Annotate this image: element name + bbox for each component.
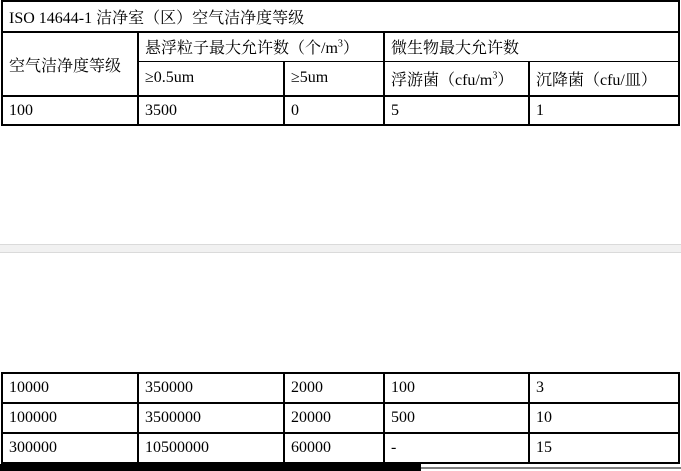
header-ge5um[interactable]: ≥5um — [284, 61, 384, 96]
header-particles-close: ） — [342, 40, 359, 58]
partial-next-row-bar — [0, 464, 421, 471]
cell-class[interactable]: 100000 — [2, 403, 138, 433]
cell-airborne[interactable]: 100 — [384, 373, 529, 403]
cell-airborne[interactable]: 5 — [384, 96, 529, 125]
cell-settling[interactable]: 10 — [529, 403, 679, 433]
table-group-header-row — [2, 32, 679, 61]
table-title-cell[interactable]: ISO 14644-1 洁净室（区）空气洁净度等级 — [2, 1, 679, 32]
cell-class[interactable]: 100 — [2, 96, 138, 125]
header-microbes-group[interactable]: 微生物最大允许数 — [384, 32, 679, 61]
header-airborne-text: 浮游菌（cfu/m — [391, 71, 493, 89]
header-airborne-close: ） — [497, 71, 514, 89]
cell-particles-5[interactable]: 60000 — [284, 433, 384, 463]
table-title-row — [2, 1, 679, 32]
header-ge05um[interactable]: ≥0.5um — [138, 61, 284, 96]
cell-class[interactable]: 300000 — [2, 433, 138, 463]
cell-airborne[interactable]: - — [384, 433, 529, 463]
cell-settling[interactable]: 3 — [529, 373, 679, 403]
cell-particles-05[interactable]: 3500000 — [138, 403, 284, 433]
table-row — [2, 433, 679, 463]
header-settling-bacteria[interactable]: 沉降菌（cfu/皿） — [529, 61, 679, 96]
cell-particles-5[interactable]: 2000 — [284, 373, 384, 403]
cleanliness-table-page2 — [1, 372, 680, 464]
header-particles-group[interactable] — [138, 32, 384, 61]
cell-particles-05[interactable]: 3500 — [138, 96, 284, 125]
cell-class[interactable]: 10000 — [2, 373, 138, 403]
cell-particles-5[interactable]: 20000 — [284, 403, 384, 433]
cell-settling[interactable]: 1 — [529, 96, 679, 125]
cell-particles-05[interactable]: 350000 — [138, 373, 284, 403]
cell-settling[interactable]: 15 — [529, 433, 679, 463]
header-cleanliness-class[interactable]: 空气洁净度等级 — [2, 32, 138, 96]
header-particles-sup: 3 — [337, 38, 343, 50]
table-row — [2, 403, 679, 433]
cell-particles-05[interactable]: 10500000 — [138, 433, 284, 463]
header-airborne-sup: 3 — [492, 70, 498, 82]
table-row — [2, 373, 679, 403]
header-particles-text: 悬浮粒子最大允许数（个/m — [145, 40, 338, 58]
table-row — [2, 96, 679, 125]
cell-particles-5[interactable]: 0 — [284, 96, 384, 125]
partial-next-row-border — [421, 467, 681, 469]
page-gap-divider — [0, 244, 681, 253]
cleanliness-table-page1 — [1, 0, 680, 126]
cell-airborne[interactable]: 500 — [384, 403, 529, 433]
header-airborne-bacteria[interactable] — [384, 61, 529, 96]
